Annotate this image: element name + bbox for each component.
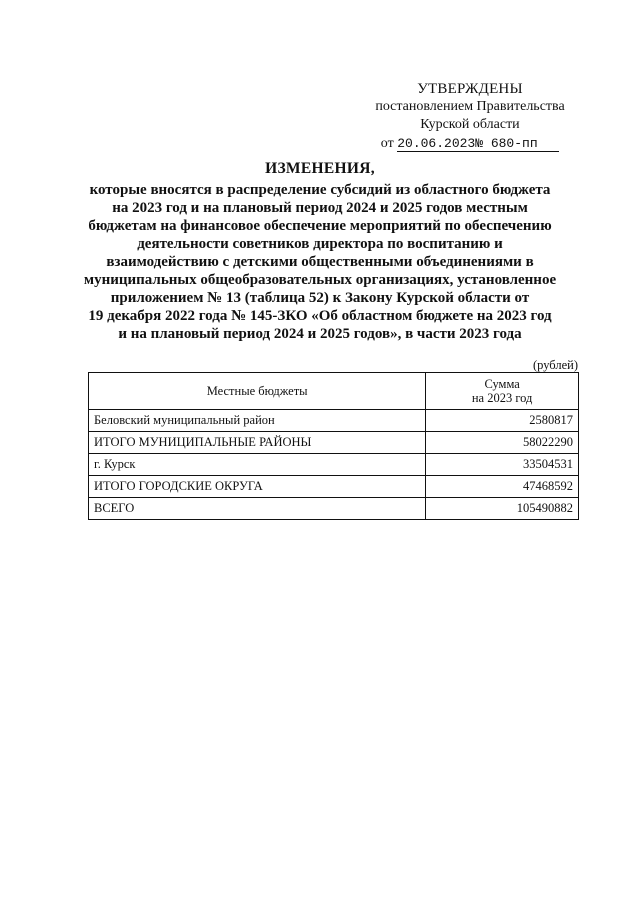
header-local-budgets: Местные бюджеты xyxy=(89,373,426,410)
table-row xyxy=(89,432,579,454)
row-name: Беловский муниципальный район xyxy=(89,410,426,432)
approval-line-2: Курской области xyxy=(420,117,520,132)
title-line: деятельности советников директора по воспитанию и xyxy=(137,236,503,252)
approval-date: 20.06.2023 xyxy=(397,136,476,151)
table-row xyxy=(89,498,579,520)
table-header-row xyxy=(89,373,579,410)
title-line: 19 декабря 2022 года № 145-ЗКО «Об областном бюджете на 2023 год xyxy=(88,308,552,324)
approval-dateline xyxy=(350,135,590,153)
table-row xyxy=(89,410,579,432)
header-sum-line-1: Сумма xyxy=(484,377,520,391)
budget-table xyxy=(88,372,579,520)
table-row xyxy=(89,476,579,498)
approval-from: от xyxy=(380,136,394,151)
row-sum: 58022290 xyxy=(426,432,579,454)
title-line: которые вносятся в распределение субсидий из областного бюджета xyxy=(89,182,551,198)
row-sum: 33504531 xyxy=(426,454,579,476)
row-name: ВСЕГО xyxy=(89,498,426,520)
title-line: муниципальных общеобразовательных организациях, установленное xyxy=(83,272,557,288)
approval-number: № 680-пп xyxy=(475,137,559,152)
header-sum xyxy=(426,373,579,410)
title-line: бюджетам на финансовое обеспечение мероприятий по обеспечению xyxy=(88,218,552,234)
title-heading: ИЗМЕНЕНИЯ, xyxy=(265,160,375,177)
row-name: г. Курск xyxy=(89,454,426,476)
units-label: (рублей) xyxy=(532,358,578,372)
approval-title: УТВЕРЖДЕНЫ xyxy=(417,81,523,97)
header-sum-line-2: на 2023 год xyxy=(471,391,533,405)
approval-line-1: постановлением Правительства xyxy=(375,99,565,114)
row-name: ИТОГО ГОРОДСКИЕ ОКРУГА xyxy=(89,476,426,498)
document-title xyxy=(60,160,580,343)
table-row xyxy=(89,454,579,476)
row-name: ИТОГО МУНИЦИПАЛЬНЫЕ РАЙОНЫ xyxy=(89,432,426,454)
row-sum: 2580817 xyxy=(426,410,579,432)
row-sum: 105490882 xyxy=(426,498,579,520)
title-line: на 2023 год и на плановый период 2024 и 2025 годов местным xyxy=(112,200,528,216)
title-line: и на плановый период 2024 и 2025 годов», в части 2023 года xyxy=(118,326,522,342)
title-line: приложением № 13 (таблица 52) к Закону Курской области от xyxy=(110,290,530,306)
row-sum: 47468592 xyxy=(426,476,579,498)
title-line: взаимодействию с детскими общественными объединениями в xyxy=(106,254,534,270)
approval-block xyxy=(350,80,590,153)
